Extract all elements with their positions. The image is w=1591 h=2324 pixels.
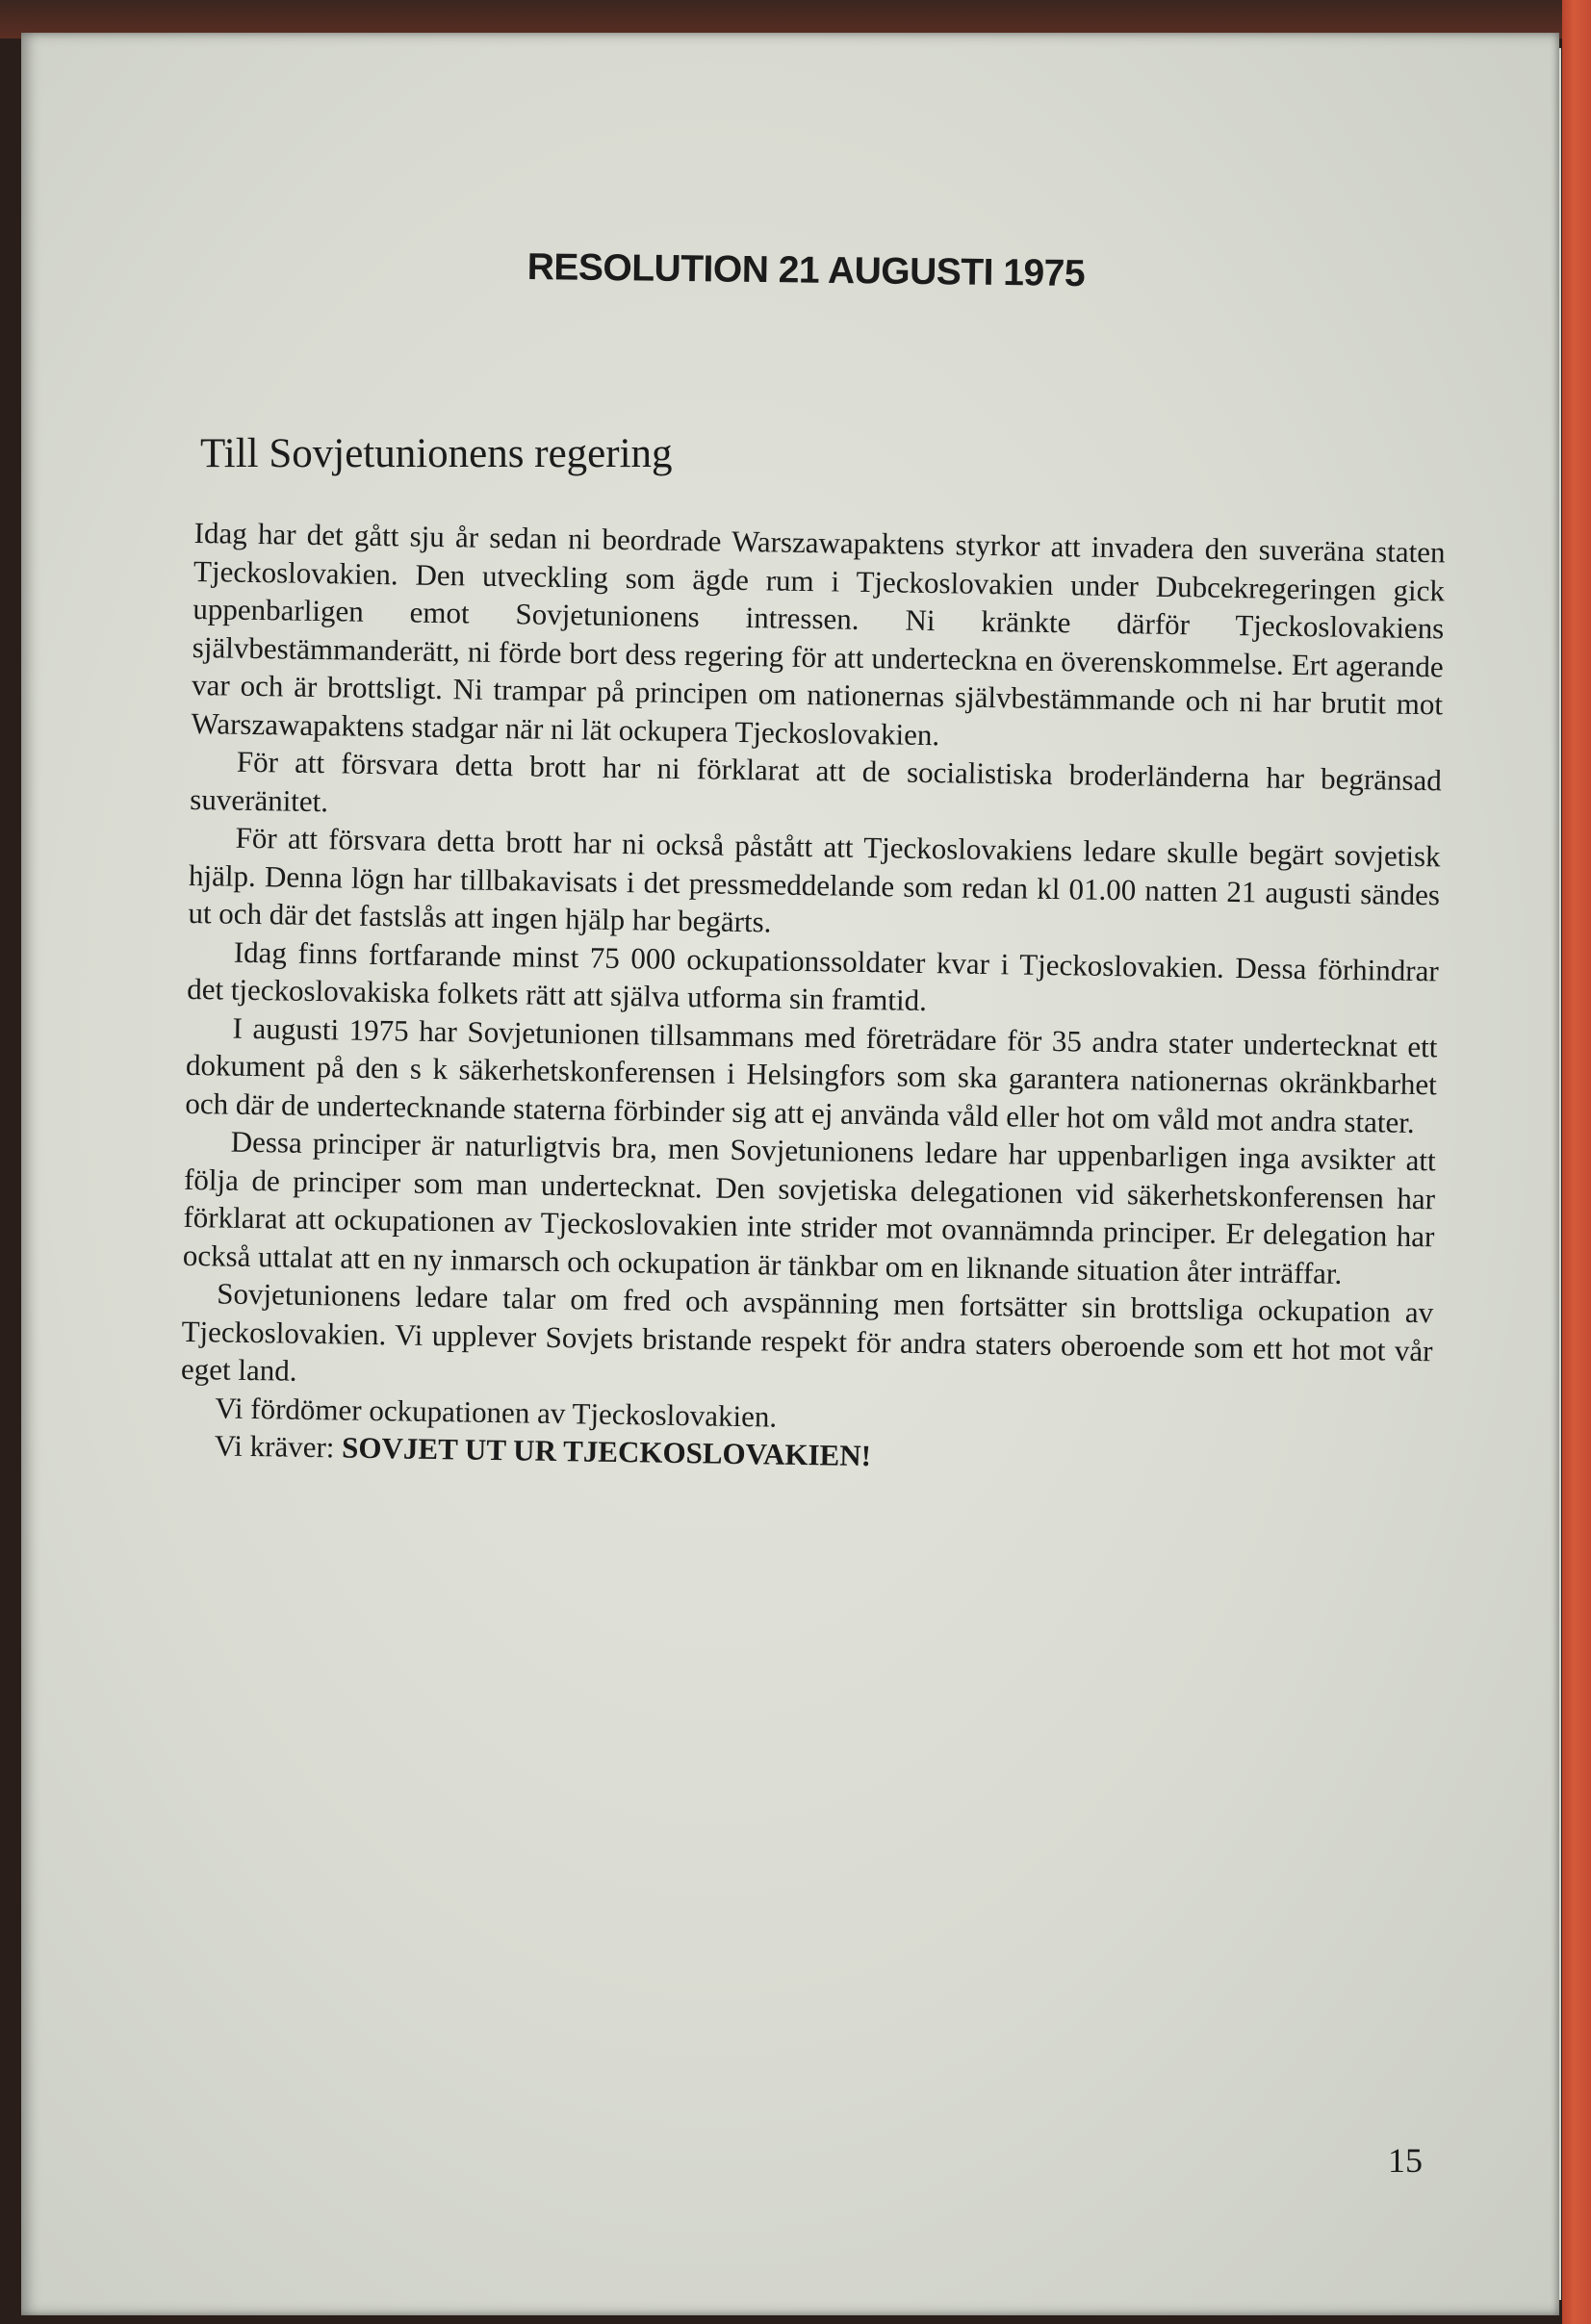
paragraph-3: För att försvara detta brott har ni också påstått att Tjeckoslovakiens ledare skulle begärt sovjetisk hjälp. Denna lögn har tillbakavisats i det pressmeddelande som redan kl 01.00 natten 21 augusti sändes ut och där det fastslås att ingen hjälp har begärts. (188, 820, 1441, 939)
paragraph-1: Idag har det gått sju år sedan ni beordrade Warszawapaktens styrkor att invadera den suveräna staten Tjeckoslovakien. Den utveckling som ägde rum i Tjeckoslovakien under Dubcekregeringen gick uppenbarligen emot Sovjetunionens intressen. Ni kränkte därför Tjeckoslovakiens självbestämmanderätt, ni förde bort dess regering för att underteckna en överenskommelse. Ert agerande var och är brottsligt. Ni trampar på principen om nationernas självbestämmande och ni har brutit mot Warszawapaktens stadgar när ni lät ockupera Tjeckoslovakien. (191, 515, 1446, 752)
salutation: Till Sovjetunionens regering (200, 431, 673, 476)
resolution-body (179, 514, 1445, 1484)
demand-text: SOVJET UT UR TJECKOSLOVAKIEN! (341, 1430, 872, 1473)
paragraph-5: I augusti 1975 har Sovjetunionen tillsammans med företrädare för 35 andra stater undertecknat ett dokument på den s k säkerhetskonferensen i Helsingfors som ska garantera nationernas okränkbarhet och där de undertecknande staterna förbinder sig att ej använda våld eller hot om våld mot andra stater. (185, 1010, 1438, 1139)
book-cover-edge (1562, 0, 1591, 2324)
page-title: RESOLUTION 21 AUGUSTI 1975 (526, 246, 1086, 295)
paragraph-2: För att försvara detta brott har ni förklarat att de socialistiska broderländerna har begränsad suveränitet. (190, 744, 1443, 818)
paragraph-7: Sovjetunionens ledare talar om fred och avspänning men fortsätter sin brottsliga ockupation av Tjeckoslovakien. Vi upplever Sovjets bristande respekt för andra staters oberoende som ett hot mot vår eget land. (180, 1276, 1434, 1388)
paragraph-4: Idag finns fortfarande minst 75 000 ockupationssoldater kvar i Tjeckoslovakien. Dessa förhindrar det tjeckoslovakiska folkets rätt att själva utforma sin framtid. (186, 934, 1439, 1018)
paragraph-6: Dessa principer är naturligtvis bra, men Sovjetunionens ledare har uppenbarligen inga avsikter att följa de principer som man undertecknat. Den sovjetiska delegationen vid säkerhetskonferensen har förklarat att ockupationen av Tjeckoslovakien inte strider mot ovannämnda principer. Er delegation har också uttalat att en ny inmarsch och ockupation är tänkbar om en liknande situation åter inträffar. (182, 1124, 1436, 1290)
page-number: 15 (1388, 2141, 1423, 2180)
book-page (21, 33, 1559, 2315)
demand-prefix: Vi kräver: (214, 1428, 343, 1465)
paragraph-8: Vi fördömer ockupationen av Tjeckoslovakien. (215, 1390, 778, 1434)
